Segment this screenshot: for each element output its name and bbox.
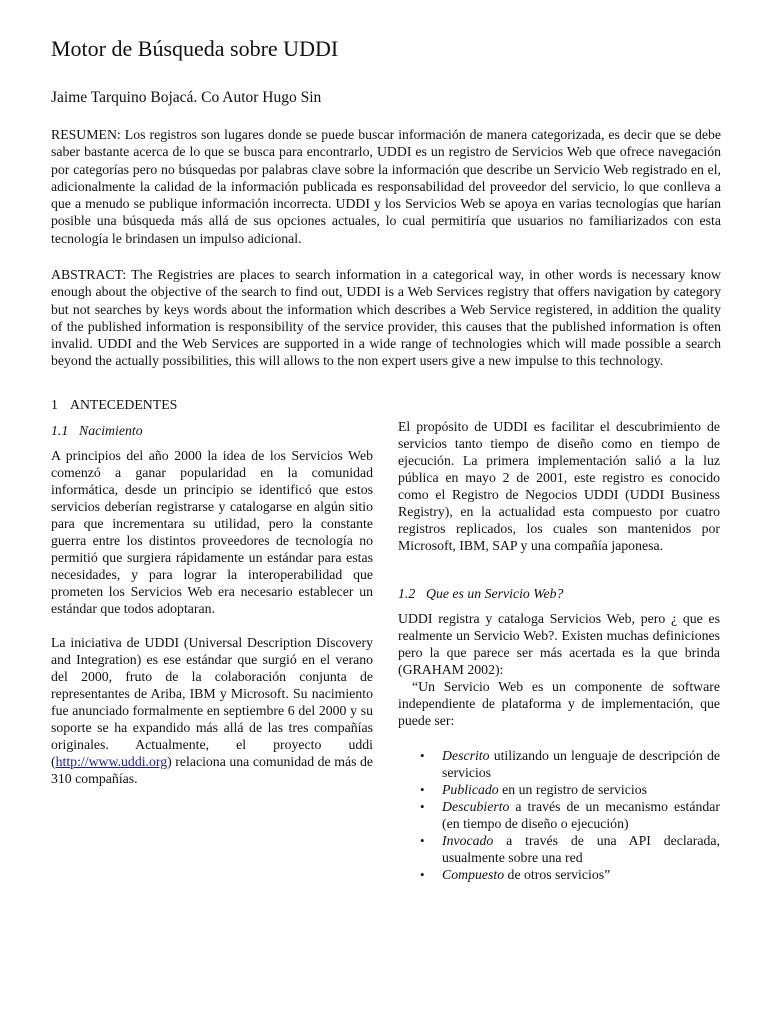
subsection-title: Que es un Servicio Web? [426, 586, 564, 601]
bullet-icon: • [420, 833, 425, 848]
list-item-term: Descubierto [442, 799, 510, 814]
list-item-term: Descrito [442, 748, 490, 763]
section-title: ANTECEDENTES [70, 397, 178, 412]
paragraph-text: ) relaciona una comunidad de más de 310 compañías. [51, 754, 373, 786]
resumen-paragraph: RESUMEN: Los registros son lugares donde se puede buscar información de manera categorizada, es decir que se debe saber bastante acerca de lo que se busca para encontrarlo, UDDI es un registro de Servicios Web que ofrece navegación por categorías pero no búsquedas por palabras clave sobre la información que describe un Servicio Web registrado en el, adicionalmente la calidad de la información publicada es responsabilidad del proveedor del servicio, lo que conlleva a que a menudo se publique información incorrecta. UDDI y los Servicios Web se apoya en varias tecnologías que harían posible una búsqueda más allá de sus opciones actuales, lo cual permitiría que usuarios no familiarizados con esta tecnología le brindasen un impulso adicional. [51, 127, 721, 246]
abstract-paragraph: ABSTRACT: The Registries are places to search information in a categorical way, in other words is necessary know enough about the objective of the search to find out, UDDI is a Web Services registry that offers navigation by category but not searches by keys words about the information which describes a Web Service registered, in addition the quality of the published information is responsibility of the service provider, this causes that the published information is often invalid. UDDI and the Web Services are supported in a wide range of technologies which will made possible a search beyond the actually possibilities, this will allows to the non expert users give a new impulse to this technology. [51, 267, 721, 369]
list-item [398, 781, 720, 798]
paper-authors: Jaime Tarquino Bojacá. Co Autor Hugo Sin [51, 89, 322, 106]
list-item-term: Publicado [442, 782, 499, 797]
subsection-number: 1.1 [51, 423, 69, 438]
list-item-text: a través de una API declarada, usualmente sobre una red [442, 833, 720, 865]
right-column [398, 418, 720, 883]
servicio-web-list [398, 747, 720, 883]
bullet-icon: • [420, 867, 425, 882]
list-item-term: Invocado [442, 833, 494, 848]
nacimiento-paragraph-2 [51, 634, 373, 787]
list-item-text: a través de un mecanismo estándar (en tiempo de diseño o ejecución) [442, 799, 720, 831]
subsection-heading-servicio-web [398, 585, 720, 603]
paper-title: Motor de Búsqueda sobre UDDI [51, 36, 339, 61]
nacimiento-paragraph-3: El propósito de UDDI es facilitar el descubrimiento de servicios tanto tiempo de diseño como en tiempo de ejecución. La primera implementación salió a la luz pública en mayo 2 de 2001, este registro es conocido como el Registro de Negocios UDDI (UDDI Business Registry), en la actualidad esta compuesto por cuatro registros replicados, los cuales son mantenidos por Microsoft, IBM, SAP y una compañía japonesa. [398, 419, 720, 553]
subsection-heading-nacimiento [51, 422, 373, 440]
list-item [398, 866, 720, 883]
subsection-number: 1.2 [398, 586, 416, 601]
list-item-text: de otros servicios” [504, 867, 611, 882]
servicio-web-paragraph: UDDI registra y cataloga Servicios Web, pero ¿ que es realmente un Servicio Web?. Existen muchas definiciones pero la que parece ser más acertada es la que brinda (GRAHAM 2002): [398, 611, 720, 677]
uddi-link[interactable]: http://www.uddi.org [55, 754, 168, 769]
left-column [51, 422, 373, 787]
list-item-text: en un registro de servicios [498, 782, 647, 797]
servicio-web-quote: “Un Servicio Web es un componente de software independiente de plataforma y de implementación, que puede ser: [398, 679, 720, 728]
subsection-title: Nacimiento [79, 423, 143, 438]
bullet-icon: • [420, 748, 425, 763]
list-item [398, 832, 720, 866]
bullet-icon: • [420, 799, 425, 814]
paragraph-text: La iniciativa de UDDI (Universal Description Discovery and Integration) es ese estándar que surgió en el verano del 2000, fruto de la colaboración conjunta de representantes de Ariba, IBM y Microsoft. Su nacimiento fue anunciado formalmente en septiembre 6 del 2000 y su soporte se ha expandido más allá de las tres compañías originales. Actualmente, el proyecto uddi ( [51, 635, 373, 769]
list-item-term: Compuesto [442, 867, 505, 882]
nacimiento-paragraph-1: A principios del año 2000 la idea de los Servicios Web comenzó a ganar popularidad en la comunidad informática, desde un principio se identificó que estos servicios deberían registrarse y catalogarse en algún sitio para que incrementara su utilidad, pero la constante guerra entre los distintos proveedores de tecnología no permitió que surgiera rápidamente un estándar para estas necesidades, y para lograr la interoperabilidad que prometen los Servicios Web era necesario establecer un estándar que todos adoptaran. [51, 448, 373, 616]
list-item-text: utilizando un lenguaje de descripción de servicios [442, 748, 720, 780]
bullet-icon: • [420, 782, 425, 797]
list-item [398, 747, 720, 781]
section-heading [51, 396, 177, 414]
section-number: 1 [51, 397, 58, 412]
list-item [398, 798, 720, 832]
